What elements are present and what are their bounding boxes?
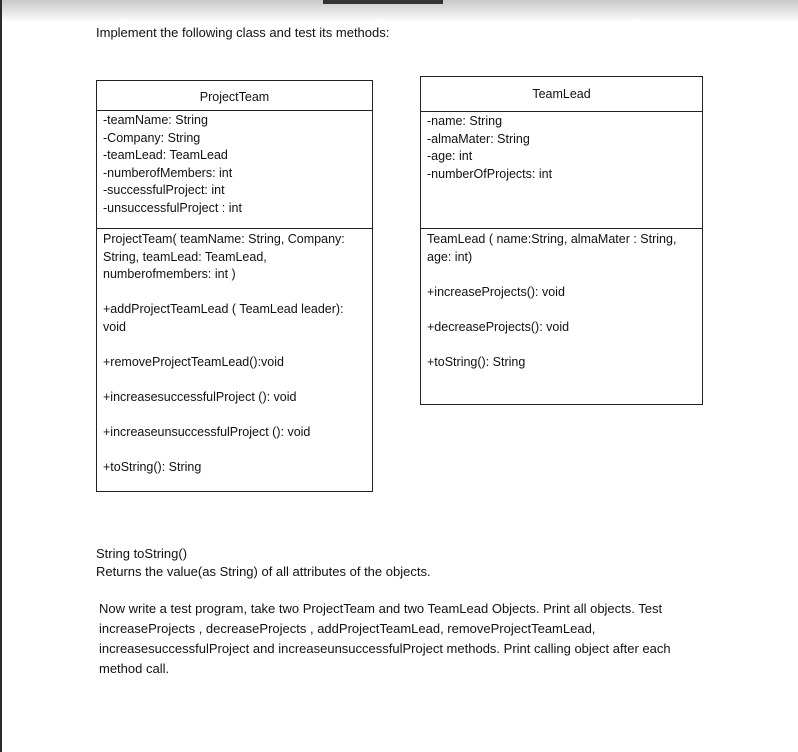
instructions (96, 545, 716, 679)
attribute: -name: String (427, 114, 503, 128)
attribute: -unsuccessfulProject : int (103, 200, 242, 215)
attribute: -successfulProject: int (103, 183, 225, 197)
team-lead-class-box (420, 76, 703, 405)
method: +increasesuccessfulProject (): void (103, 389, 297, 404)
project-team-methods (97, 229, 372, 476)
project-team-title: ProjectTeam (97, 81, 372, 111)
team-lead-attributes (421, 112, 702, 229)
attribute: -teamName: String (103, 113, 208, 127)
method: void (103, 319, 126, 334)
method: +toString(): String (427, 354, 526, 369)
attribute: -teamLead: TeamLead (103, 148, 228, 162)
method: +increaseProjects(): void (427, 284, 565, 299)
constructor-line: ProjectTeam( teamName: String, Company: (103, 232, 345, 246)
attribute: -numberofMembers: int (103, 165, 233, 180)
tostring-heading: String toString() (96, 546, 188, 561)
constructor-line: TeamLead ( name:String, almaMater : String, (427, 232, 677, 246)
attribute: -almaMater: String (427, 131, 530, 146)
constructor-line: age: int) (427, 249, 473, 264)
method: +toString(): String (103, 459, 202, 474)
test-program-instructions: Now write a test program, take two ProjectTeam and two TeamLead Objects. Print all objects. Test increaseProjects , decreaseProjects , addProjectTeamLead, removeProjectTeamLead, increasesuccessfulProject and increaseunsuccessfulProject methods. Print calling object after each method call. (99, 601, 671, 676)
intro-text: Implement the following class and test its methods: (96, 25, 390, 40)
tostring-description: Returns the value(as String) of all attributes of the objects. (96, 564, 431, 579)
project-team-class-box (96, 80, 373, 492)
attribute: -age: int (427, 149, 473, 163)
method: +decreaseProjects(): void (427, 319, 570, 334)
constructor-line: String, teamLead: TeamLead, (103, 249, 267, 264)
constructor-line: numberofmembers: int ) (103, 267, 236, 281)
page-top-bar (323, 0, 443, 4)
project-team-attributes (97, 111, 372, 229)
method: +addProjectTeamLead ( TeamLead leader): (103, 302, 344, 316)
method: +increaseunsuccessfulProject (): void (103, 424, 311, 439)
method: +removeProjectTeamLead():void (103, 354, 284, 369)
team-lead-methods (421, 229, 702, 371)
attribute: -numberOfProjects: int (427, 166, 553, 181)
page-left-edge (0, 0, 2, 752)
attribute: -Company: String (103, 130, 201, 145)
team-lead-title: TeamLead (421, 77, 702, 112)
